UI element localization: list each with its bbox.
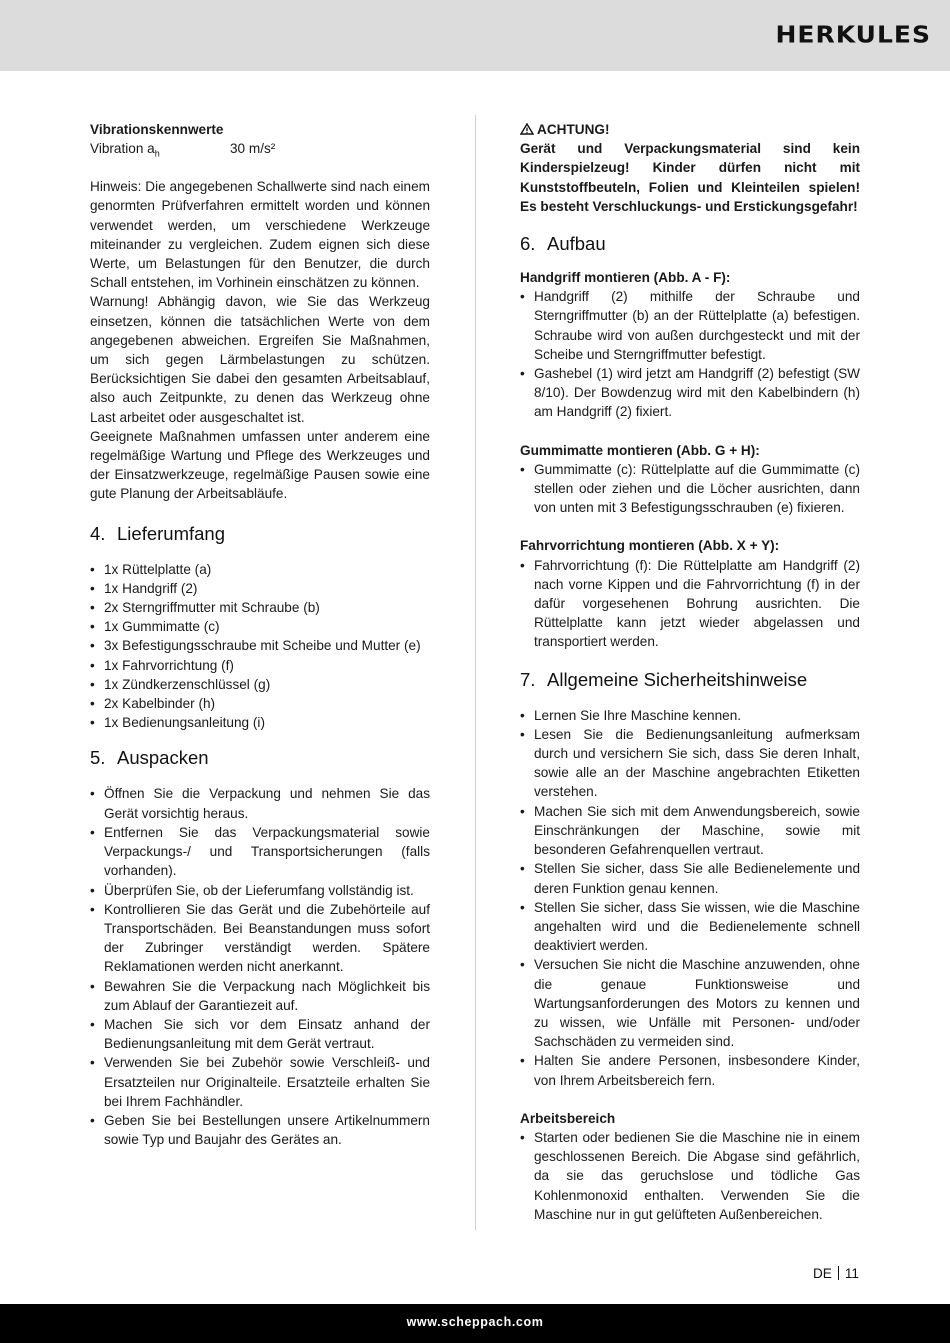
hinweis-paragraph: Hinweis: Die angegebenen Schallwerte sind nach einem genormten Prüfverfahren ermittelt worden und können verwendet werden, um verschiedene Werkzeuge miteinander zu vergleichen. Zudem eignen sich diese Werte, um Belastungen für den Benutzer, die durch Schall entstehen, im Vorhinein einschätzen zu können. <box>90 179 430 291</box>
section-4-heading: 4. Lieferumfang <box>90 522 225 544</box>
handgriff-title: Handgriff montieren (Abb. A - F): <box>520 270 731 286</box>
warnung-paragraph: Warnung! Abhängig davon, wie Sie das Werkzeug einsetzen, können die tatsächlichen Werte von dem angegebenen abweichen. Ergreifen Sie Maßnahmen, um sich gegen Lärmbelastungen zu schützen. Berücksichtigen Sie dabei den gesamten Arbeitsablauf, also auch Zeitpunkte, zu denen das Werkzeug ohne Last arbeitet oder ausgeschaltet ist. <box>90 294 430 425</box>
list-item: • 1x Gummimatte (c) <box>90 617 430 636</box>
sicherheit-list <box>520 706 860 1090</box>
achtung-text: Gerät und Verpackungsmaterial sind kein Kinderspielzeug! Kinder dürfen nicht mit Kunststoffbeuteln, Folien und Kleinteilen spielen! Es besteht Verschluckungs- und Erstickungsgefahr! <box>520 141 860 214</box>
list-item: • Starten oder bedienen Sie die Maschine nie in einem geschlossenen Bereich. Die Abgase sind gefährlich, da sie das geruchslose und tödliche Gas Kohlenmonoxid enthalten. Verwenden Sie die Maschine nur in gut gelüfteten Außenbereichen. <box>520 1128 860 1224</box>
list-item: • 1x Handgriff (2) <box>90 579 430 598</box>
list-item: • Versuchen Sie nicht die Maschine anzuwenden, ohne die genaue Funktionsweise und Wartungsanforderungen des Motors zu kennen und zu wissen, wie Unfälle mit Personen- und/oder Sachschäden zu vermeiden sind. <box>520 955 860 1051</box>
list-item: • Machen Sie sich mit dem Anwendungsbereich, sowie Einschränkungen der Maschine, sowie mit besonderen Gefahrenquellen vertraut. <box>520 802 860 860</box>
vibration-title: Vibrationskennwerte <box>90 122 224 137</box>
fahrvorrichtung-list <box>520 556 860 652</box>
list-item: • Stellen Sie sicher, dass Sie alle Bedienelemente und deren Funktion genau kennen. <box>520 859 860 897</box>
vibration-label: Vibration $a_h$ <box>90 141 160 159</box>
list-item: • Verwenden Sie bei Zubehör sowie Verschleiß- und Ersatzteilen nur Originalteile. Ersatzteile erhalten Sie bei Ihrem Fachhändler. <box>90 1053 430 1111</box>
list-item: • Machen Sie sich vor dem Einsatz anhand der Bedienungsanleitung mit dem Gerät vertraut. <box>90 1015 430 1053</box>
list-item: • Gummimatte (c): Rüttelplatte auf die Gummimatte (c) stellen oder ziehen und die Löcher ausrichten, dann von unten mit 3 Befestigungsschrauben (e) fixieren. <box>520 460 860 518</box>
vibration-row <box>90 139 430 158</box>
left-column <box>90 120 430 1149</box>
geeignete-paragraph: Geeignete Maßnahmen umfassen unter anderem eine regelmäßige Wartung und Pflege des Werkzeuges und der Einsatzwerkzeuge, regelmäßige Pausen sowie eine gute Planung der Arbeitsabläufe. <box>90 428 430 502</box>
list-item: • Überprüfen Sie, ob der Lieferumfang vollständig ist. <box>90 881 430 900</box>
footer-url: www.scheppach.com <box>406 1315 544 1329</box>
section-7-heading: 7. Allgemeine Sicherheitshinweise <box>520 668 808 690</box>
page-index: 11 <box>844 1266 859 1281</box>
column-divider <box>475 115 476 1230</box>
arbeitsbereich-title: Arbeitsbereich <box>520 1110 616 1126</box>
list-item: • Geben Sie bei Bestellungen unsere Artikelnummern sowie Typ und Baujahr des Gerätes an. <box>90 1111 430 1149</box>
list-item: • 1x Fahrvorrichtung (f) <box>90 656 430 675</box>
list-item: • Fahrvorrichtung (f): Die Rüttelplatte am Handgriff (2) nach vorne Kippen und die Fahrvorrichtung (f) in der dafür vorgesehenen Bohrung ausrichten. Die Rüttelplatte kann jetzt wieder abgelassen und transportiert werden. <box>520 556 860 652</box>
list-item: • 2x Sterngriffmutter mit Schraube (b) <box>90 598 430 617</box>
achtung-label: ACHTUNG! <box>520 120 860 139</box>
list-item: • 2x Kabelbinder (h) <box>90 694 430 713</box>
list-item: • Halten Sie andere Personen, insbesondere Kinder, von Ihrem Arbeitsbereich fern. <box>520 1051 860 1089</box>
list-item: • Entfernen Sie das Verpackungsmaterial sowie Verpackungs-/ und Transportsicherungen (falls vorhanden). <box>90 823 430 881</box>
arbeitsbereich-list <box>520 1128 860 1224</box>
auspacken-list <box>90 784 430 1149</box>
vibration-value: 30 m/s² <box>230 141 276 157</box>
header-bar <box>0 0 950 71</box>
page-number <box>813 1266 859 1281</box>
list-item: • Lesen Sie die Bedienungsanleitung aufmerksam durch und versichern Sie sich, dass Sie deren Inhalt, sowie alle an der Maschine angebrachten Etiketten verstehen. <box>520 725 860 802</box>
list-item: • 1x Bedienungsanleitung (i) <box>90 713 430 732</box>
list-item: • 1x Rüttelplatte (a) <box>90 560 430 579</box>
list-item: • Lernen Sie Ihre Maschine kennen. <box>520 706 860 725</box>
list-item: • Stellen Sie sicher, dass Sie wissen, wie die Maschine angehalten wird und die Bedienelemente schnell deaktiviert werden. <box>520 898 860 956</box>
section-6-heading: 6. Aufbau <box>520 233 606 255</box>
gummimatte-list <box>520 460 860 518</box>
list-item: • Handgriff (2) mithilfe der Schraube und Sterngriffmutter (b) an der Rüttelplatte (a) befestigen. Schraube wird von außen durchgesteckt und mit der Scheibe und Sterngriffmutter befestigt. <box>520 287 860 364</box>
list-item: • Bewahren Sie die Verpackung nach Möglichkeit bis zum Ablauf der Garantiezeit auf. <box>90 977 430 1015</box>
list-item: • Gashebel (1) wird jetzt am Handgriff (2) befestigt (SW 8/10). Der Bowdenzug wird mit den Kabelbindern (h) am Handgriff (2) fixiert. <box>520 364 860 422</box>
list-item: • Kontrollieren Sie das Gerät und die Zubehörteile auf Transportschäden. Bei Beanstandungen muss sofort der Zubringer verständigt werden. Spätere Reklamationen werden nicht anerkannt. <box>90 900 430 977</box>
warning-triangle-icon <box>520 123 534 135</box>
gummimatte-title: Gummimatte montieren (Abb. G + H): <box>520 442 760 458</box>
list-item: • Öffnen Sie die Verpackung und nehmen Sie das Gerät vorsichtig heraus. <box>90 784 430 822</box>
list-item: • 1x Zündkerzenschlüssel (g) <box>90 675 430 694</box>
brand-logo: HERKULES <box>775 21 931 48</box>
lieferumfang-list <box>90 560 430 733</box>
handgriff-list <box>520 287 860 421</box>
list-item: • 3x Befestigungsschraube mit Scheibe und Mutter (e) <box>90 636 430 655</box>
footer-bar <box>0 1304 950 1343</box>
section-5-heading: 5. Auspacken <box>90 747 209 769</box>
fahrvorrichtung-title: Fahrvorrichtung montieren (Abb. X + Y): <box>520 538 780 554</box>
language-code: DE <box>812 1266 832 1281</box>
right-column <box>520 120 860 1224</box>
